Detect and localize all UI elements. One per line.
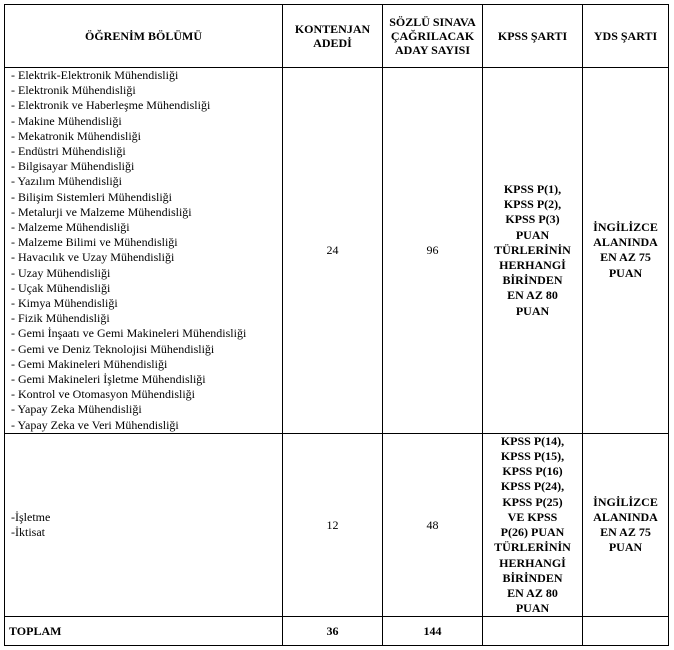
requirement-line: PUAN: [608, 265, 643, 280]
kpss-requirement-cell: [483, 433, 583, 616]
requirement-line: KPSS P(25): [502, 494, 563, 509]
department-item: - Elektronik Mühendisliği: [11, 83, 136, 98]
department-item: - Metalurji ve Malzeme Mühendisliği: [11, 204, 192, 219]
header-quota: KONTENJAN ADEDİ: [283, 5, 383, 68]
header-kpss-requirement: KPSS ŞARTI: [483, 5, 583, 68]
header-interview-count: SÖZLÜ SINAVA ÇAĞRILACAK ADAY SAYISI: [383, 5, 483, 68]
requirement-line: EN AZ 80: [507, 288, 558, 303]
quota-cell: 24: [283, 68, 383, 434]
requirement-line: İNGİLİZCE: [593, 220, 658, 235]
requirement-line: TÜRLERİNİN: [494, 540, 571, 555]
kpss-requirement-cell: [483, 68, 583, 434]
quota-table: [4, 4, 669, 646]
department-item: - Makine Mühendisliği: [11, 113, 122, 128]
department-cell: [5, 68, 283, 434]
header-row: [5, 5, 669, 68]
department-item: - Yapay Zeka ve Veri Mühendisliği: [11, 417, 179, 432]
total-quota: 36: [283, 617, 383, 646]
yds-requirement-cell: [583, 68, 669, 434]
interview-count-cell: 48: [383, 433, 483, 616]
total-label: TOPLAM: [5, 617, 283, 646]
total-yds-empty: [583, 617, 669, 646]
department-item: - Yapay Zeka Mühendisliği: [11, 402, 142, 417]
department-list: [9, 68, 278, 433]
requirement-line: KPSS P(24),: [500, 479, 565, 494]
table-row: [5, 68, 669, 434]
department-item: - Uçak Mühendisliği: [11, 280, 111, 295]
requirement-line: KPSS P(15),: [500, 449, 565, 464]
requirement-line: P(26) PUAN: [500, 525, 565, 540]
interview-count-cell: 96: [383, 68, 483, 434]
requirement-line: PUAN: [515, 227, 550, 242]
requirement-line: KPSS P(1),: [503, 182, 562, 197]
department-item: - Bilişim Sistemleri Mühendisliği: [11, 189, 173, 204]
requirement-line: TÜRLERİNİN: [494, 242, 571, 257]
table-row: [5, 433, 669, 616]
requirement-line: ALANINDA: [593, 509, 658, 524]
requirement-line: EN AZ 75: [600, 250, 651, 265]
requirement-line: PUAN: [515, 303, 550, 318]
requirement-line: HERHANGİ: [499, 555, 566, 570]
department-item: - Gemi ve Deniz Teknolojisi Mühendisliği: [11, 341, 215, 356]
requirement-line: EN AZ 80: [507, 585, 558, 600]
department-item: - Havacılık ve Uzay Mühendisliği: [11, 250, 175, 265]
department-item: - Malzeme Mühendisliği: [11, 220, 130, 235]
department-item: - Bilgisayar Mühendisliği: [11, 159, 135, 174]
yds-requirement-cell: [583, 433, 669, 616]
department-item: - Gemi Makineleri İşletme Mühendisliği: [11, 372, 206, 387]
department-item: - Gemi Makineleri Mühendisliği: [11, 356, 168, 371]
department-cell: [5, 433, 283, 616]
department-item: - Malzeme Bilimi ve Mühendisliği: [11, 235, 178, 250]
department-item: - Fizik Mühendisliği: [11, 311, 110, 326]
requirement-line: HERHANGİ: [499, 258, 566, 273]
requirement-line: KPSS P(2),: [503, 197, 562, 212]
department-item: - Kontrol ve Otomasyon Mühendisliği: [11, 387, 195, 402]
department-item: - Yazılım Mühendisliği: [11, 174, 123, 189]
department-item: - Uzay Mühendisliği: [11, 265, 111, 280]
requirement-line: PUAN: [608, 540, 643, 555]
header-department: ÖĞRENİM BÖLÜMÜ: [5, 5, 283, 68]
requirement-line: VE KPSS: [507, 509, 558, 524]
requirement-line: PUAN: [515, 601, 550, 616]
department-item: - Elektronik ve Haberleşme Mühendisliği: [11, 98, 211, 113]
department-item: - Kimya Mühendisliği: [11, 296, 118, 311]
requirement-line: KPSS P(16): [502, 464, 563, 479]
requirement-line: KPSS P(14),: [500, 433, 565, 448]
requirement-line: KPSS P(3): [505, 212, 560, 227]
quota-cell: 12: [283, 433, 383, 616]
requirement-line: EN AZ 75: [600, 525, 651, 540]
requirement-line: BİRİNDEN: [502, 273, 563, 288]
total-kpss-empty: [483, 617, 583, 646]
department-item: - Endüstri Mühendisliği: [11, 144, 126, 159]
requirement-line: ALANINDA: [593, 235, 658, 250]
total-row: [5, 617, 669, 646]
department-item: - Elektrik-Elektronik Mühendisliği: [11, 68, 179, 82]
requirement-line: BİRİNDEN: [502, 570, 563, 585]
total-interview-count: 144: [383, 617, 483, 646]
department-item: -İktisat: [11, 525, 45, 540]
department-item: -İşletme: [11, 509, 51, 524]
department-item: - Gemi İnşaatı ve Gemi Makineleri Mühendisliği: [11, 326, 247, 341]
department-item: - Mekatronik Mühendisliği: [11, 128, 141, 143]
department-list: [9, 510, 278, 540]
requirement-line: İNGİLİZCE: [593, 494, 658, 509]
header-yds-requirement: YDS ŞARTI: [583, 5, 669, 68]
